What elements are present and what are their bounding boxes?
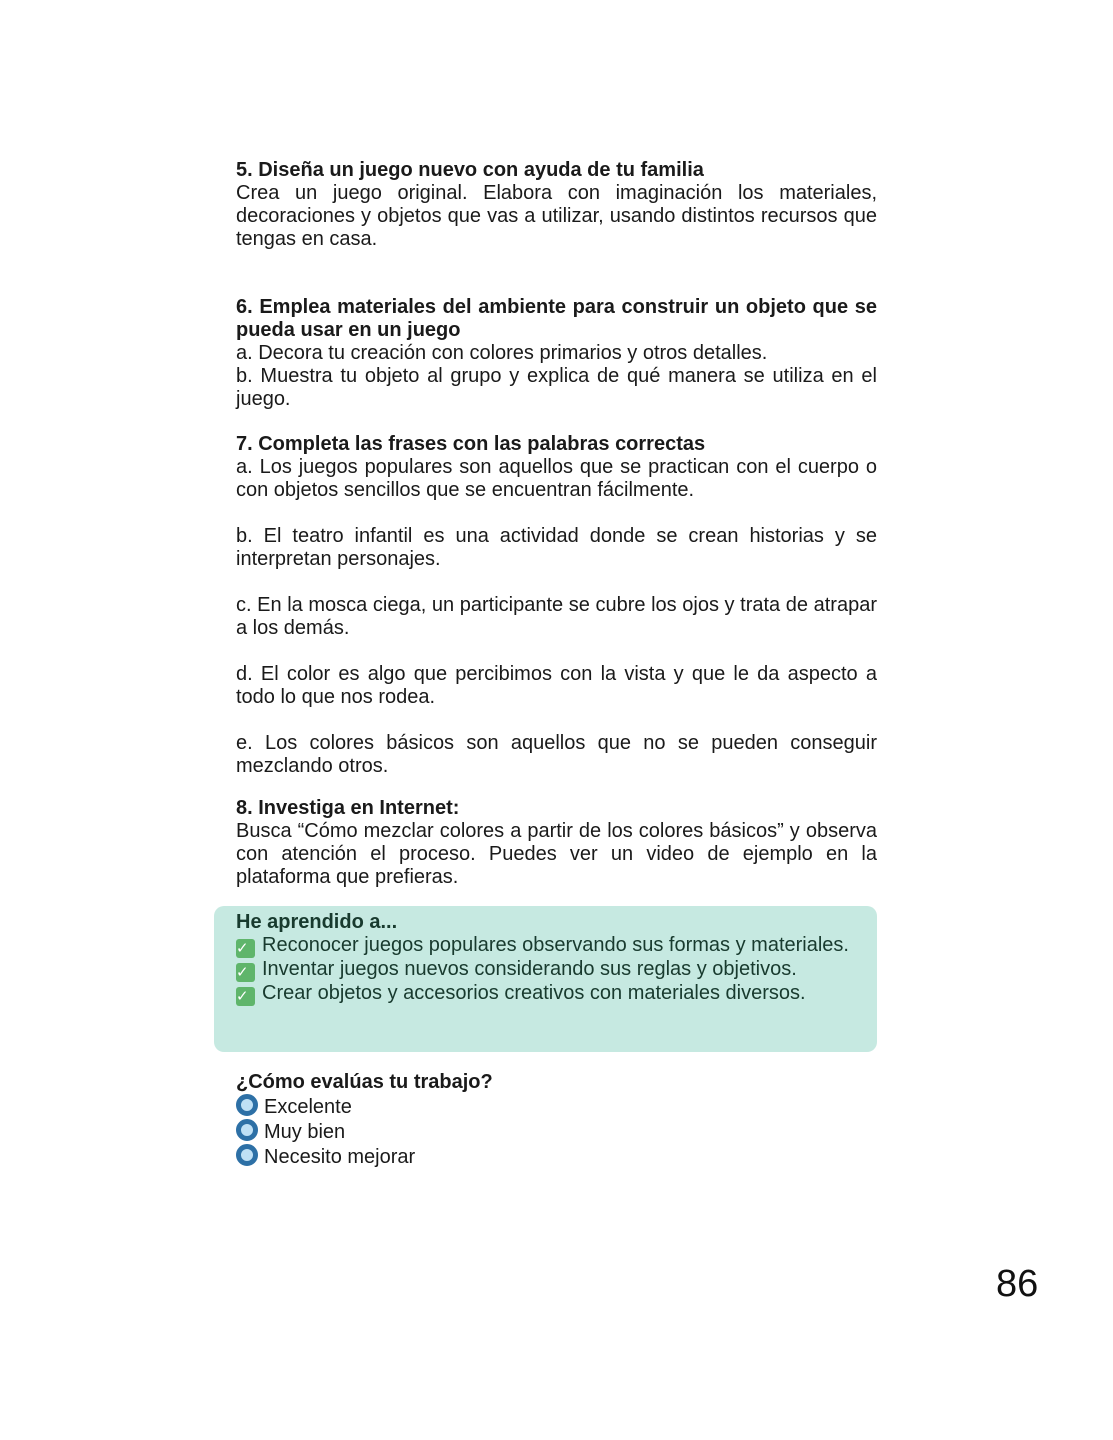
option-label: Excelente [264, 1096, 352, 1118]
evaluation-option[interactable] [236, 1144, 877, 1169]
list-item: d. El color es algo que percibimos con la vista y que le da aspecto a todo lo que nos rodea. [236, 663, 877, 708]
radio-icon[interactable] [236, 1144, 258, 1166]
learned-item [236, 958, 877, 982]
evaluation-question: ¿Cómo evalúas tu trabajo? [236, 1071, 493, 1093]
list-item: b. El teatro infantil es una actividad donde se crean historias y se interpretan personajes. [236, 525, 877, 570]
list-item: c. En la mosca ciega, un participante se cubre los ojos y trata de atrapar a los demás. [236, 594, 877, 639]
check-icon: ✓ [236, 939, 255, 958]
radio-icon[interactable] [236, 1094, 258, 1116]
list-item: a. Decora tu creación con colores primarios y otros detalles. [236, 342, 768, 364]
learned-item-text: Reconocer juegos populares observando sus formas y materiales. [262, 934, 849, 956]
learned-item [236, 934, 877, 958]
radio-icon[interactable] [236, 1119, 258, 1141]
self-evaluation [236, 1071, 877, 1169]
check-icon: ✓ [236, 987, 255, 1006]
evaluation-option[interactable] [236, 1094, 877, 1119]
learned-box [214, 906, 877, 1052]
option-label: Muy bien [264, 1121, 346, 1143]
section-heading: 7. Completa las frases con las palabras correctas [236, 433, 706, 455]
check-icon: ✓ [236, 963, 255, 982]
list-item: a. Los juegos populares son aquellos que se practican con el cuerpo o con objetos sencillos que se encuentran fácilmente. [236, 456, 877, 501]
list-item: e. Los colores básicos son aquellos que no se pueden conseguir mezclando otros. [236, 732, 877, 777]
option-label: Necesito mejorar [264, 1146, 416, 1168]
learned-item [236, 982, 877, 1006]
section-heading: 5. Diseña un juego nuevo con ayuda de tu familia [236, 159, 704, 181]
section-8 [236, 797, 877, 889]
section-5 [236, 159, 877, 251]
section-body: Busca “Cómo mezclar colores a partir de los colores básicos” y observa con atención el proceso. Puedes ver un video de ejemplo en la plataforma que prefieras. [236, 820, 877, 888]
section-heading: 6. Emplea materiales del ambiente para construir un objeto que se pueda usar en un juego [236, 296, 877, 341]
section-6 [236, 296, 877, 411]
learned-item-text: Inventar juegos nuevos considerando sus reglas y objetivos. [262, 958, 797, 980]
section-7 [236, 433, 877, 778]
learned-item-text: Crear objetos y accesorios creativos con materiales diversos. [262, 982, 806, 1004]
page-number: 86 [996, 1263, 1039, 1305]
list-item: b. Muestra tu objeto al grupo y explica de qué manera se utiliza en el juego. [236, 365, 877, 410]
learned-title: He aprendido a... [236, 911, 398, 933]
section-heading: 8. Investiga en Internet: [236, 797, 460, 819]
section-body: Crea un juego original. Elabora con imaginación los materiales, decoraciones y objetos que vas a utilizar, usando distintos recursos que tengas en casa. [236, 182, 877, 250]
evaluation-option[interactable] [236, 1119, 877, 1144]
